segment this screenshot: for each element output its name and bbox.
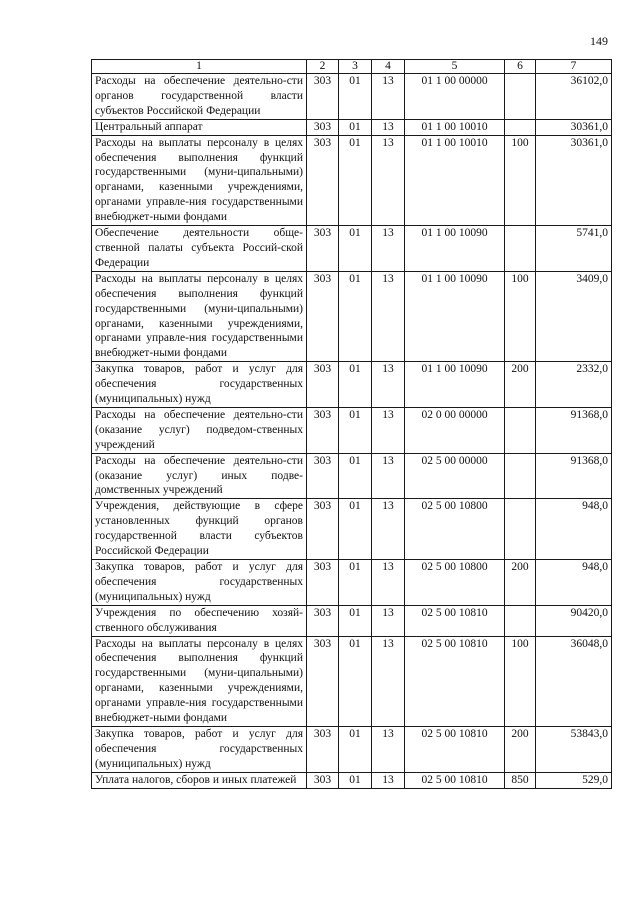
row-code-5: 01 1 00 10090 bbox=[405, 271, 505, 361]
row-code-4: 13 bbox=[372, 453, 405, 499]
row-code-3: 01 bbox=[339, 453, 372, 499]
table-row bbox=[92, 407, 612, 453]
row-name: Расходы на выплаты персоналу в целях обеспечения выполнения функций государственными (муни-ципальными) органами, казенными учреждениями, органами управле-ния государственными внебюджет-ными фондами bbox=[92, 271, 307, 361]
table-row bbox=[92, 726, 612, 772]
row-name: Закупка товаров, работ и услуг для обеспечения государственных (муниципальных) нужд bbox=[92, 362, 307, 408]
row-name: Расходы на выплаты персоналу в целях обеспечения выполнения функций государственными (муни-ципальными) органами, казенными учреждениями, органами управле-ния государственными внебюджет-ными фондами bbox=[92, 135, 307, 225]
row-code-5: 02 0 00 00000 bbox=[405, 407, 505, 453]
row-code-5: 02 5 00 10810 bbox=[405, 772, 505, 788]
row-code-2: 303 bbox=[307, 74, 339, 120]
header-col-1: 1 bbox=[92, 60, 307, 74]
row-code-2: 303 bbox=[307, 453, 339, 499]
table-row bbox=[92, 560, 612, 606]
table-row bbox=[92, 636, 612, 726]
row-amount: 5741,0 bbox=[536, 226, 612, 272]
row-amount: 91368,0 bbox=[536, 407, 612, 453]
row-code-2: 303 bbox=[307, 605, 339, 636]
row-code-3: 01 bbox=[339, 636, 372, 726]
row-amount: 53843,0 bbox=[536, 726, 612, 772]
row-amount: 90420,0 bbox=[536, 605, 612, 636]
row-code-5: 02 5 00 10810 bbox=[405, 636, 505, 726]
row-name: Обеспечение деятельности обще-ственной палаты субъекта Россий-ской Федерации bbox=[92, 226, 307, 272]
row-code-6: 100 bbox=[505, 271, 536, 361]
header-col-2: 2 bbox=[307, 60, 339, 74]
row-code-4: 13 bbox=[372, 726, 405, 772]
row-code-4: 13 bbox=[372, 271, 405, 361]
row-code-6: 200 bbox=[505, 726, 536, 772]
table-row bbox=[92, 135, 612, 225]
row-name: Центральный аппарат bbox=[92, 119, 307, 135]
table-row bbox=[92, 605, 612, 636]
row-code-5: 02 5 00 00000 bbox=[405, 453, 505, 499]
row-code-4: 13 bbox=[372, 74, 405, 120]
header-col-6: 6 bbox=[505, 60, 536, 74]
row-code-2: 303 bbox=[307, 271, 339, 361]
row-code-2: 303 bbox=[307, 226, 339, 272]
row-code-3: 01 bbox=[339, 226, 372, 272]
row-amount: 948,0 bbox=[536, 560, 612, 606]
page-number: 149 bbox=[590, 34, 608, 48]
row-code-3: 01 bbox=[339, 605, 372, 636]
row-code-6 bbox=[505, 407, 536, 453]
row-code-3: 01 bbox=[339, 271, 372, 361]
row-code-6 bbox=[505, 119, 536, 135]
table-header bbox=[92, 60, 612, 74]
row-code-3: 01 bbox=[339, 119, 372, 135]
table-body bbox=[92, 74, 612, 789]
row-code-2: 303 bbox=[307, 636, 339, 726]
table-row bbox=[92, 271, 612, 361]
table-row bbox=[92, 772, 612, 788]
row-code-6: 850 bbox=[505, 772, 536, 788]
row-code-4: 13 bbox=[372, 772, 405, 788]
row-code-6 bbox=[505, 499, 536, 560]
table-row bbox=[92, 74, 612, 120]
row-name: Расходы на обеспечение деятельно-сти (оказание услуг) иных подве-домственных учреждений bbox=[92, 453, 307, 499]
table-row bbox=[92, 499, 612, 560]
row-code-5: 02 5 00 10800 bbox=[405, 560, 505, 606]
header-col-4: 4 bbox=[372, 60, 405, 74]
table-row bbox=[92, 226, 612, 272]
row-code-4: 13 bbox=[372, 499, 405, 560]
row-code-6: 200 bbox=[505, 362, 536, 408]
row-code-3: 01 bbox=[339, 499, 372, 560]
table-row bbox=[92, 453, 612, 499]
row-code-6: 100 bbox=[505, 636, 536, 726]
row-code-3: 01 bbox=[339, 407, 372, 453]
row-code-5: 02 5 00 10800 bbox=[405, 499, 505, 560]
row-amount: 36048,0 bbox=[536, 636, 612, 726]
row-name: Расходы на выплаты персоналу в целях обеспечения выполнения функций государственными (муни-ципальными) органами, казенными учреждениями, органами управле-ния государственными внебюджет-ными фондами bbox=[92, 636, 307, 726]
header-col-5: 5 bbox=[405, 60, 505, 74]
row-code-6 bbox=[505, 605, 536, 636]
row-amount: 2332,0 bbox=[536, 362, 612, 408]
row-name: Закупка товаров, работ и услуг для обеспечения государственных (муниципальных) нужд bbox=[92, 560, 307, 606]
row-code-5: 01 1 00 10010 bbox=[405, 119, 505, 135]
budget-table bbox=[91, 59, 612, 789]
row-code-5: 02 5 00 10810 bbox=[405, 605, 505, 636]
row-code-6 bbox=[505, 74, 536, 120]
row-code-4: 13 bbox=[372, 135, 405, 225]
row-code-3: 01 bbox=[339, 74, 372, 120]
row-code-4: 13 bbox=[372, 119, 405, 135]
row-code-4: 13 bbox=[372, 636, 405, 726]
row-code-3: 01 bbox=[339, 560, 372, 606]
row-code-6 bbox=[505, 226, 536, 272]
row-code-2: 303 bbox=[307, 407, 339, 453]
row-code-3: 01 bbox=[339, 362, 372, 408]
row-name: Учреждения по обеспечению хозяй-ственного обслуживания bbox=[92, 605, 307, 636]
header-col-3: 3 bbox=[339, 60, 372, 74]
row-code-3: 01 bbox=[339, 726, 372, 772]
row-code-4: 13 bbox=[372, 226, 405, 272]
header-col-7: 7 bbox=[536, 60, 612, 74]
row-code-5: 02 5 00 10810 bbox=[405, 726, 505, 772]
row-amount: 529,0 bbox=[536, 772, 612, 788]
row-code-5: 01 1 00 10090 bbox=[405, 226, 505, 272]
row-code-3: 01 bbox=[339, 772, 372, 788]
row-code-6: 100 bbox=[505, 135, 536, 225]
row-amount: 3409,0 bbox=[536, 271, 612, 361]
row-amount: 36102,0 bbox=[536, 74, 612, 120]
row-code-4: 13 bbox=[372, 407, 405, 453]
table-row bbox=[92, 119, 612, 135]
row-code-2: 303 bbox=[307, 726, 339, 772]
header-row bbox=[92, 60, 612, 74]
row-name: Учреждения, действующие в сфере установленных функций органов государственной власти субъектов Российской Федерации bbox=[92, 499, 307, 560]
row-code-5: 01 1 00 10090 bbox=[405, 362, 505, 408]
row-code-5: 01 1 00 00000 bbox=[405, 74, 505, 120]
row-code-6: 200 bbox=[505, 560, 536, 606]
row-code-6 bbox=[505, 453, 536, 499]
row-code-2: 303 bbox=[307, 362, 339, 408]
row-code-2: 303 bbox=[307, 119, 339, 135]
row-name: Уплата налогов, сборов и иных платежей bbox=[92, 772, 307, 788]
row-code-3: 01 bbox=[339, 135, 372, 225]
row-amount: 30361,0 bbox=[536, 135, 612, 225]
row-code-2: 303 bbox=[307, 560, 339, 606]
row-code-4: 13 bbox=[372, 362, 405, 408]
row-code-4: 13 bbox=[372, 560, 405, 606]
row-code-2: 303 bbox=[307, 499, 339, 560]
row-code-5: 01 1 00 10010 bbox=[405, 135, 505, 225]
row-name: Расходы на обеспечение деятельно-сти органов государственной власти субъектов Российской Федерации bbox=[92, 74, 307, 120]
row-amount: 91368,0 bbox=[536, 453, 612, 499]
row-code-2: 303 bbox=[307, 772, 339, 788]
row-name: Расходы на обеспечение деятельно-сти (оказание услуг) подведом-ственных учреждений bbox=[92, 407, 307, 453]
row-code-4: 13 bbox=[372, 605, 405, 636]
row-name: Закупка товаров, работ и услуг для обеспечения государственных (муниципальных) нужд bbox=[92, 726, 307, 772]
table-row bbox=[92, 362, 612, 408]
row-amount: 948,0 bbox=[536, 499, 612, 560]
row-amount: 30361,0 bbox=[536, 119, 612, 135]
row-code-2: 303 bbox=[307, 135, 339, 225]
